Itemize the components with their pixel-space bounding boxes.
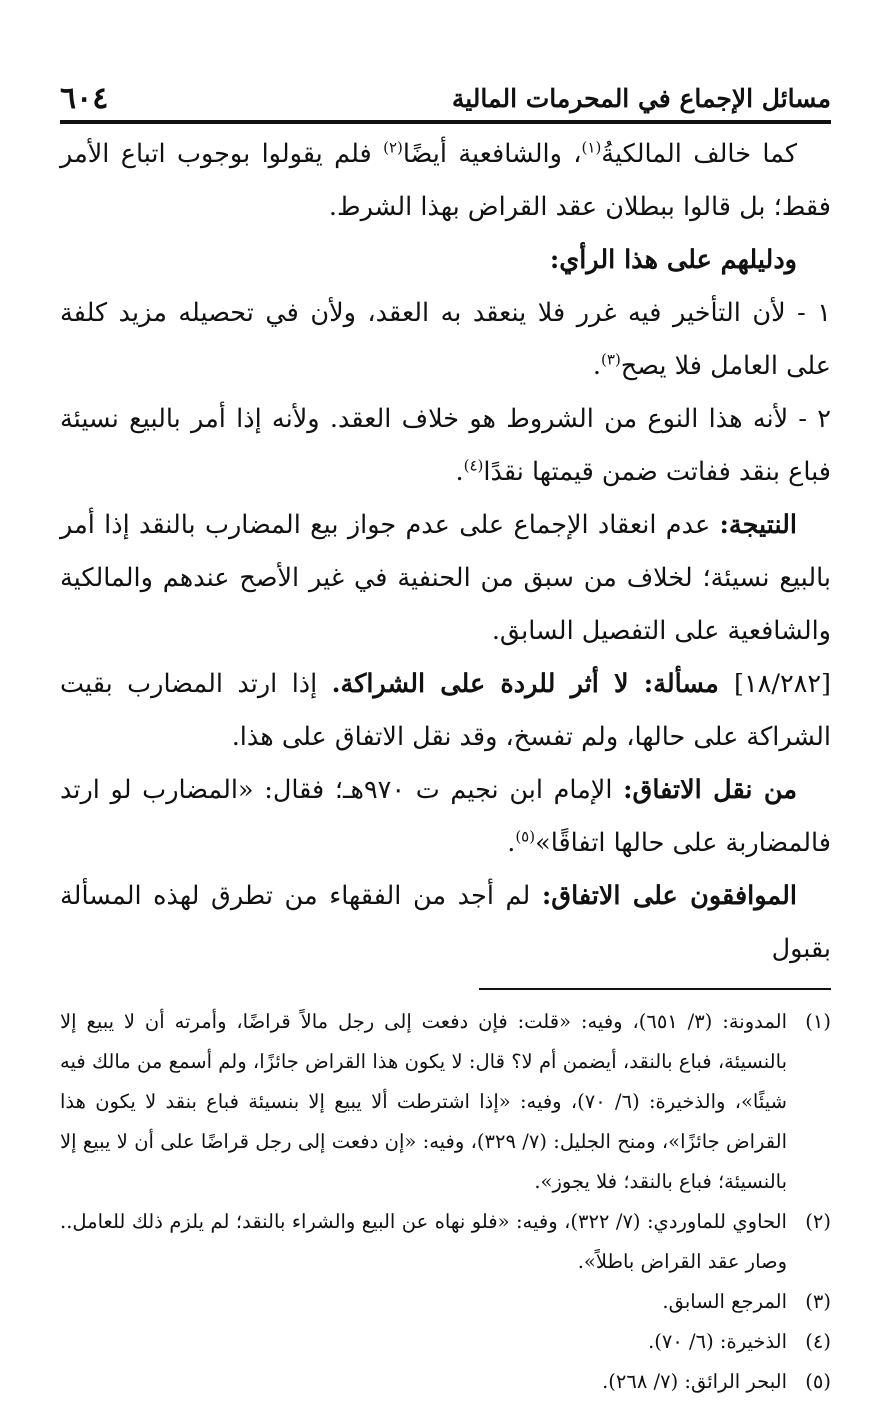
footnote-4 bbox=[60, 1322, 831, 1362]
footnote-ref-1[interactable]: (١) bbox=[581, 138, 602, 157]
consensus-source-label: من نقل الاتفاق: bbox=[623, 775, 797, 805]
footnote-text: المدونة: (٣/ ٦٥١)، وفيه: «قلت: فإن دفعت إلى رجل مالاً قراضًا، وأمرته أن لا يبيع إلا بالنسيئة، فباع بالنقد، أيضمن أم لا؟ قال: لا يكون هذا القراض جائزًا، ولم أسمع من مالك فيه شيئًا»، والذخيرة: (٦/ ٧٠)، وفيه: «إذا اشترطت ألا يبيع إلا بنسيئة فباع بنقد لا يكون هذا القراض جائزًا»، ومنح الجليل: (٧/ ٣٢٩)، وفيه: «إن دفعت إلى رجل قراضًا على أن لا يبيع إلا بالنسيئة؛ فباع بالنقد؛ فلا يجوز». bbox=[60, 1010, 787, 1193]
footnote-number: (٥) bbox=[805, 1370, 831, 1393]
paragraph-7 bbox=[60, 764, 831, 870]
text-run: ١ - لأن التأخير فيه غرر فلا ينعقد به العقد، ولأن في تحصيله مزيد كلفة على العامل فلا يصح bbox=[60, 298, 831, 381]
footnote-text: الذخيرة: (٦/ ٧٠). bbox=[648, 1330, 787, 1353]
footnote-5 bbox=[60, 1362, 831, 1402]
paragraph-4 bbox=[60, 393, 831, 499]
text-run: إذا ارتد المضارب بقيت الشراكة على حالها، ولم تفسخ، وقد نقل الاتفاق على هذا. bbox=[60, 669, 831, 752]
footnote-2 bbox=[60, 1202, 831, 1282]
text-run: عدم انعقاد الإجماع على عدم جواز بيع المضارب بالنقد إذا أمر بالبيع نسيئة؛ لخلاف من سبق من الحنفية في غير الأصح عندهم والمالكية والشافعية على التفصيل السابق. bbox=[60, 510, 831, 646]
page-header bbox=[60, 0, 831, 114]
text-run: فلم يقولوا بوجوب اتباع الأمر فقط؛ بل قالوا ببطلان عقد القراض بهذا الشرط. bbox=[60, 139, 831, 222]
footnote-separator bbox=[479, 988, 831, 990]
footnote-1 bbox=[60, 1002, 831, 1202]
issue-number: [١٨/٢٨٢] bbox=[734, 669, 831, 699]
paragraph-2: ودليلهم على هذا الرأي: bbox=[549, 245, 797, 275]
result-label: النتيجة: bbox=[719, 510, 797, 540]
paragraph-8 bbox=[60, 870, 831, 976]
paragraph-1 bbox=[60, 128, 831, 234]
footnote-text: الحاوي للماوردي: (٧/ ٣٢٢)، وفيه: «فلو نهاه عن البيع والشراء بالنقد؛ لم يلزم ذلك للعامل.. وصار عقد القراض باطلاً». bbox=[60, 1210, 787, 1273]
running-title: مسائل الإجماع في المحرمات المالية bbox=[451, 84, 831, 113]
paragraph-6 bbox=[60, 658, 831, 764]
text-run: . bbox=[592, 351, 602, 381]
footnote-ref-2[interactable]: (٢) bbox=[383, 138, 403, 157]
text-run: ، والشافعية أيضًا bbox=[402, 139, 582, 169]
footnote-ref-3[interactable]: (٣) bbox=[601, 350, 621, 369]
text-run: . bbox=[507, 828, 516, 858]
footnote-text: البحر الرائق: (٧/ ٢٦٨). bbox=[602, 1370, 787, 1393]
text-run: . bbox=[455, 457, 464, 487]
header-rule bbox=[60, 120, 831, 124]
page-number: ٦٠٤ bbox=[60, 81, 109, 116]
footnotes bbox=[60, 1002, 831, 1402]
footnote-number: (٤) bbox=[805, 1330, 831, 1353]
main-text bbox=[60, 128, 831, 976]
text-run: الإمام ابن نجيم ت ٩٧٠هـ؛ فقال: «المضارب لو ارتد فالمضاربة على حالها اتفاقًا» bbox=[60, 775, 831, 858]
footnote-number: (٣) bbox=[805, 1290, 831, 1313]
footnote-ref-4[interactable]: (٤) bbox=[463, 456, 484, 475]
issue-title: مسألة: لا أثر للردة على الشراكة. bbox=[331, 669, 735, 699]
agreeing-label: الموافقون على الاتفاق: bbox=[541, 881, 797, 911]
footnote-3 bbox=[60, 1282, 831, 1322]
footnote-number: (١) bbox=[805, 1010, 831, 1033]
text-run: لم أجد من الفقهاء من تطرق لهذه المسألة بقبول bbox=[60, 881, 831, 964]
footnote-ref-5[interactable]: (٥) bbox=[515, 827, 536, 846]
text-run: ٢ - لأنه هذا النوع من الشروط هو خلاف العقد. ولأنه إذا أمر بالبيع نسيئة فباع بنقد ففاتت ضمن قيمتها نقدًا bbox=[60, 404, 831, 487]
text-run: كما خالف المالكيةُ bbox=[601, 139, 797, 169]
paragraph-5 bbox=[60, 499, 831, 658]
footnote-number: (٢) bbox=[805, 1210, 831, 1233]
footnote-text: المرجع السابق. bbox=[662, 1290, 787, 1313]
paragraph-3 bbox=[60, 287, 831, 393]
